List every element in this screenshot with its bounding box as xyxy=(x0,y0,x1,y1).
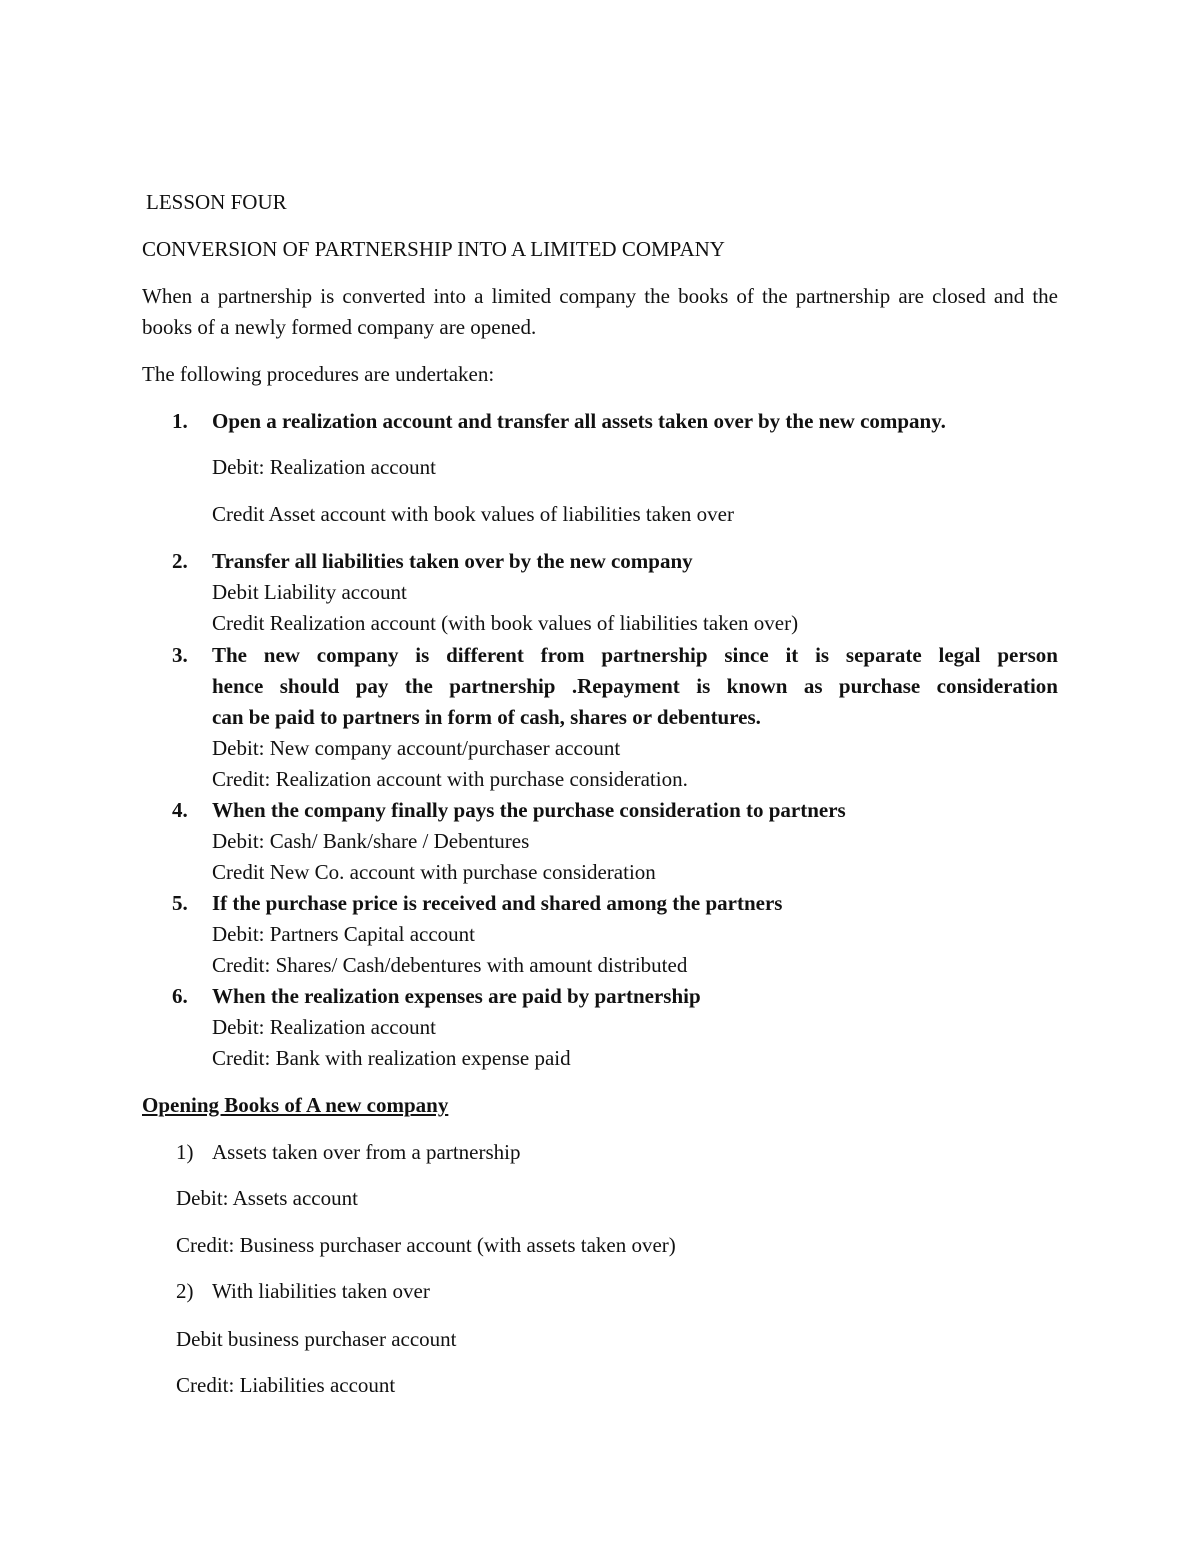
opening-books-heading: Opening Books of A new company xyxy=(142,1093,449,1117)
step-2-credit: Credit Realization account (with book values of liabilities taken over) xyxy=(212,611,799,635)
opening-item-2-debit: Debit business purchaser account xyxy=(176,1327,457,1351)
step-4-debit: Debit: Cash/ Bank/share / Debentures xyxy=(212,829,530,853)
step-3-heading xyxy=(212,640,1058,733)
step-4-heading: When the company finally pays the purchase consideration to partners xyxy=(212,798,846,822)
intro-paragraph: When a partnership is converted into a limited company the books of the partnership are closed and the books of a newly formed company are opened. xyxy=(142,284,1058,339)
step-6-heading: When the realization expenses are paid by partnership xyxy=(212,984,701,1008)
step-1-debit: Debit: Realization account xyxy=(212,455,436,479)
opening-item-1-text: Assets taken over from a partnership xyxy=(212,1140,521,1164)
step-6-credit: Credit: Bank with realization expense paid xyxy=(212,1046,571,1070)
opening-item-2-text: With liabilities taken over xyxy=(212,1279,430,1303)
step-2-debit: Debit Liability account xyxy=(212,580,407,604)
step-3-credit: Credit: Realization account with purchase consideration. xyxy=(212,767,688,791)
procedures-intro: The following procedures are undertaken: xyxy=(142,362,495,386)
opening-item-2-credit: Credit: Liabilities account xyxy=(176,1373,396,1397)
step-1-heading: Open a realization account and transfer all assets taken over by the new company. xyxy=(212,409,946,433)
step-5-heading: If the purchase price is received and shared among the partners xyxy=(212,891,783,915)
step-2-heading: Transfer all liabilities taken over by the new company xyxy=(212,549,693,573)
step-3-heading-line-2: hence should pay the partnership .Repayment is known as purchase consideration xyxy=(212,674,1058,698)
step-6-debit: Debit: Realization account xyxy=(212,1015,436,1039)
step-1-number: 1. xyxy=(172,409,188,433)
step-3-heading-line-3: can be paid to partners in form of cash, shares or debentures. xyxy=(212,705,761,729)
step-4-number: 4. xyxy=(172,798,188,822)
step-5-credit: Credit: Shares/ Cash/debentures with amount distributed xyxy=(212,953,688,977)
document-title: CONVERSION OF PARTNERSHIP INTO A LIMITED COMPANY xyxy=(142,237,725,261)
step-5-number: 5. xyxy=(172,891,188,915)
step-3-number: 3. xyxy=(172,643,188,667)
step-2-number: 2. xyxy=(172,549,188,573)
opening-item-1-credit: Credit: Business purchaser account (with assets taken over) xyxy=(176,1233,676,1257)
lesson-label: LESSON FOUR xyxy=(146,190,287,214)
step-5-debit: Debit: Partners Capital account xyxy=(212,922,476,946)
step-6-number: 6. xyxy=(172,984,188,1008)
opening-item-1-debit: Debit: Assets account xyxy=(176,1186,358,1210)
step-1-credit: Credit Asset account with book values of liabilities taken over xyxy=(212,502,734,526)
step-4-credit: Credit New Co. account with purchase consideration xyxy=(212,860,656,884)
opening-item-1-number: 1) xyxy=(176,1140,194,1164)
opening-item-2-number: 2) xyxy=(176,1279,194,1303)
step-3-debit: Debit: New company account/purchaser account xyxy=(212,736,621,760)
step-3-heading-line-1: The new company is different from partnership since it is separate legal person xyxy=(212,643,1058,667)
